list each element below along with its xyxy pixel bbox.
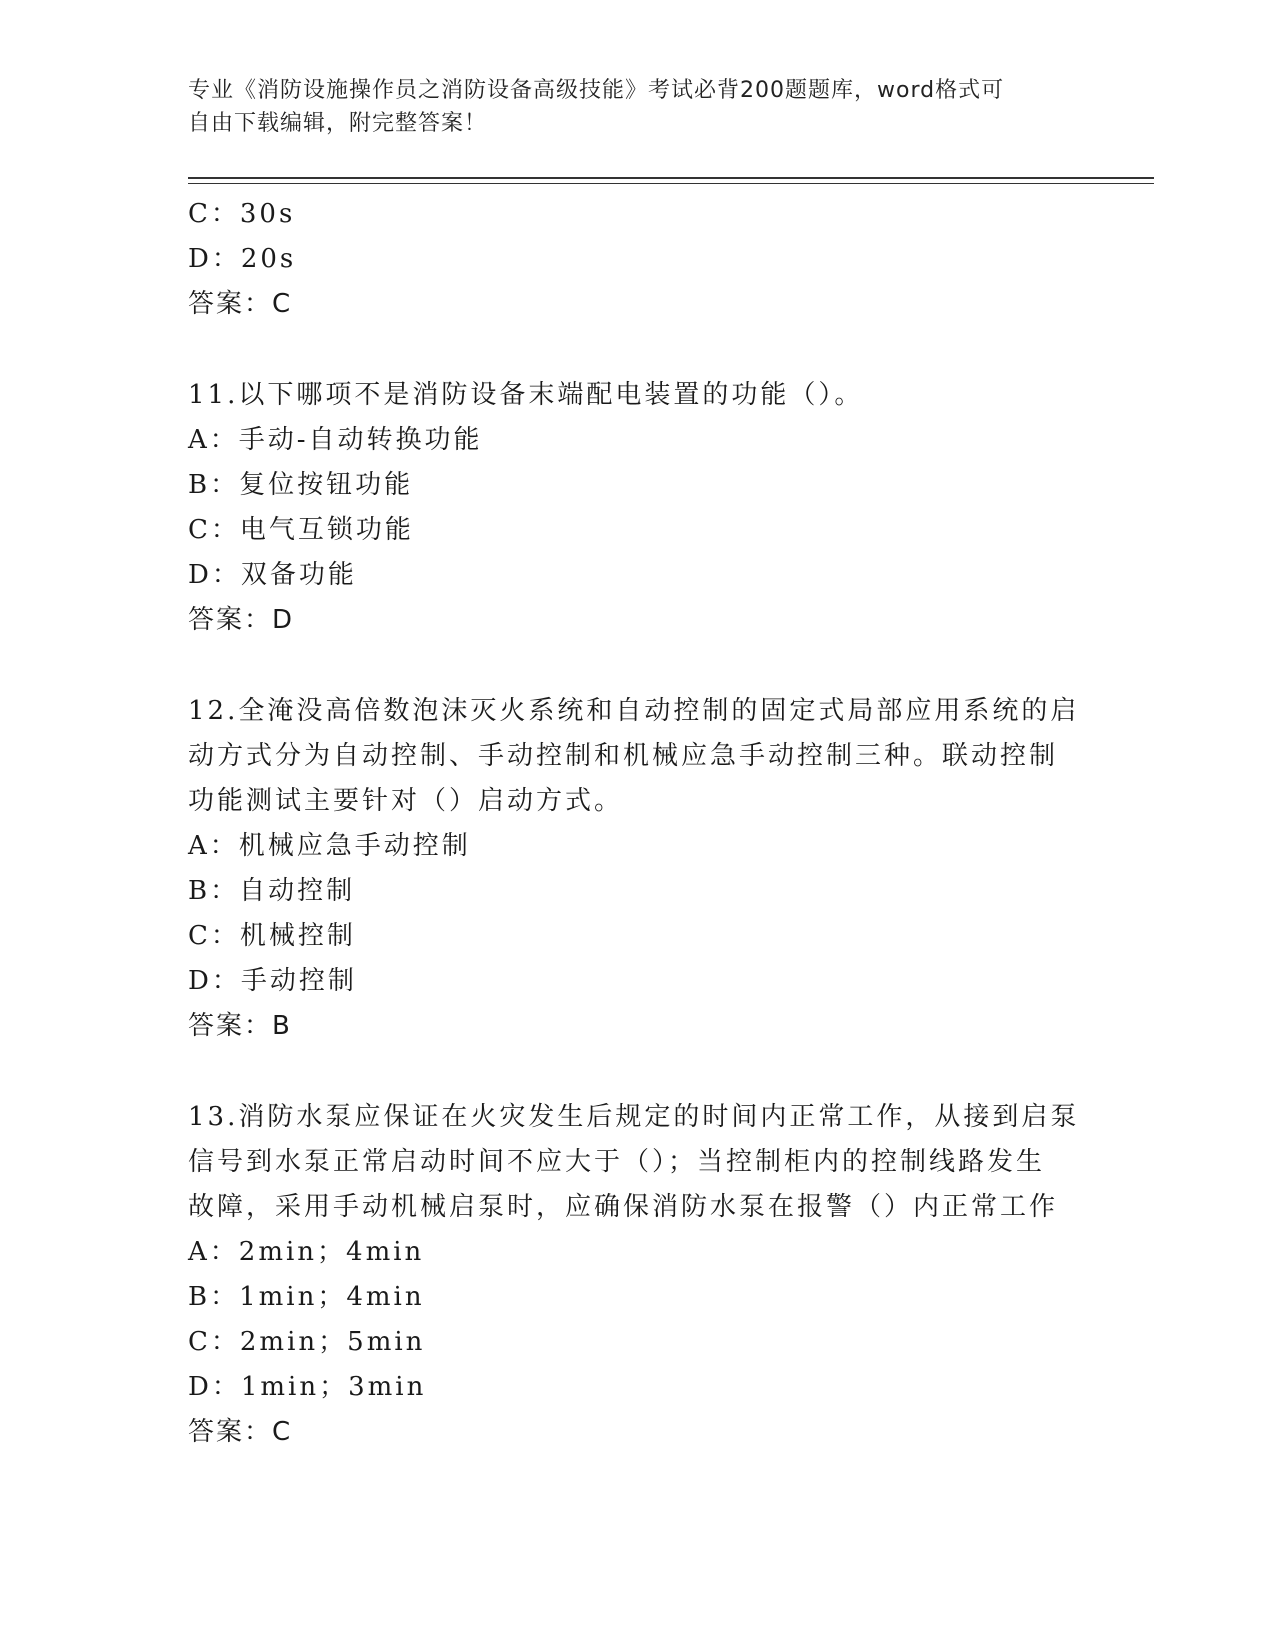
header-line-1: 专业《消防设施操作员之消防设备高级技能》考试必背200题题库，word格式可 [188, 78, 1005, 103]
option-d: D：双备功能 [188, 560, 357, 590]
answer-line: 答案：C [188, 289, 293, 319]
document-header [188, 74, 1068, 140]
question-stem: 11.以下哪项不是消防设备末端配电装置的功能（）。 [188, 380, 864, 410]
question-stem-line-3: 故障，采用手动机械启泵时，应确保消防水泵在报警（）内正常工作 [188, 1192, 1059, 1222]
header-line-2: 自由下载编辑，附完整答案！ [188, 111, 488, 136]
question-stem-line-1: 12.全淹没高倍数泡沫灭火系统和自动控制的固定式局部应用系统的启 [188, 696, 1080, 726]
option-b: B：1min；4min [188, 1282, 425, 1312]
question-stem-line-1: 13.消防水泵应保证在火灾发生后规定的时间内正常工作，从接到启泵 [188, 1102, 1080, 1132]
option-c: C：机械控制 [188, 921, 356, 951]
option-b: B：自动控制 [188, 876, 356, 906]
option-d: D：1min；3min [188, 1372, 427, 1402]
question-stem-line-2: 信号到水泵正常启动时间不应大于（）；当控制柜内的控制线路发生 [188, 1147, 1046, 1177]
question-fragment [188, 192, 1088, 327]
option-c: C：30s [188, 199, 296, 229]
option-d: D：手动控制 [188, 966, 357, 996]
header-divider-thin [188, 183, 1154, 184]
option-a: A：机械应急手动控制 [188, 831, 471, 861]
answer-line: 答案：B [188, 1011, 292, 1041]
option-d: D：20s [188, 244, 297, 274]
question-11 [188, 373, 1088, 643]
answer-line: 答案：C [188, 1417, 293, 1447]
option-b: B：复位按钮功能 [188, 470, 414, 500]
answer-line: 答案：D [188, 605, 295, 635]
option-c: C：2min；5min [188, 1327, 426, 1357]
question-13 [188, 1095, 1088, 1455]
option-a: A：手动-自动转换功能 [188, 425, 483, 455]
option-a: A：2min；4min [188, 1237, 425, 1267]
question-stem-line-3: 功能测试主要针对（）启动方式。 [188, 786, 624, 816]
document-body [188, 192, 1088, 1455]
option-c: C：电气互锁功能 [188, 515, 414, 545]
question-stem-line-2: 动方式分为自动控制、手动控制和机械应急手动控制三种。联动控制 [188, 741, 1059, 771]
header-divider-thick [188, 177, 1154, 179]
question-12 [188, 689, 1088, 1049]
